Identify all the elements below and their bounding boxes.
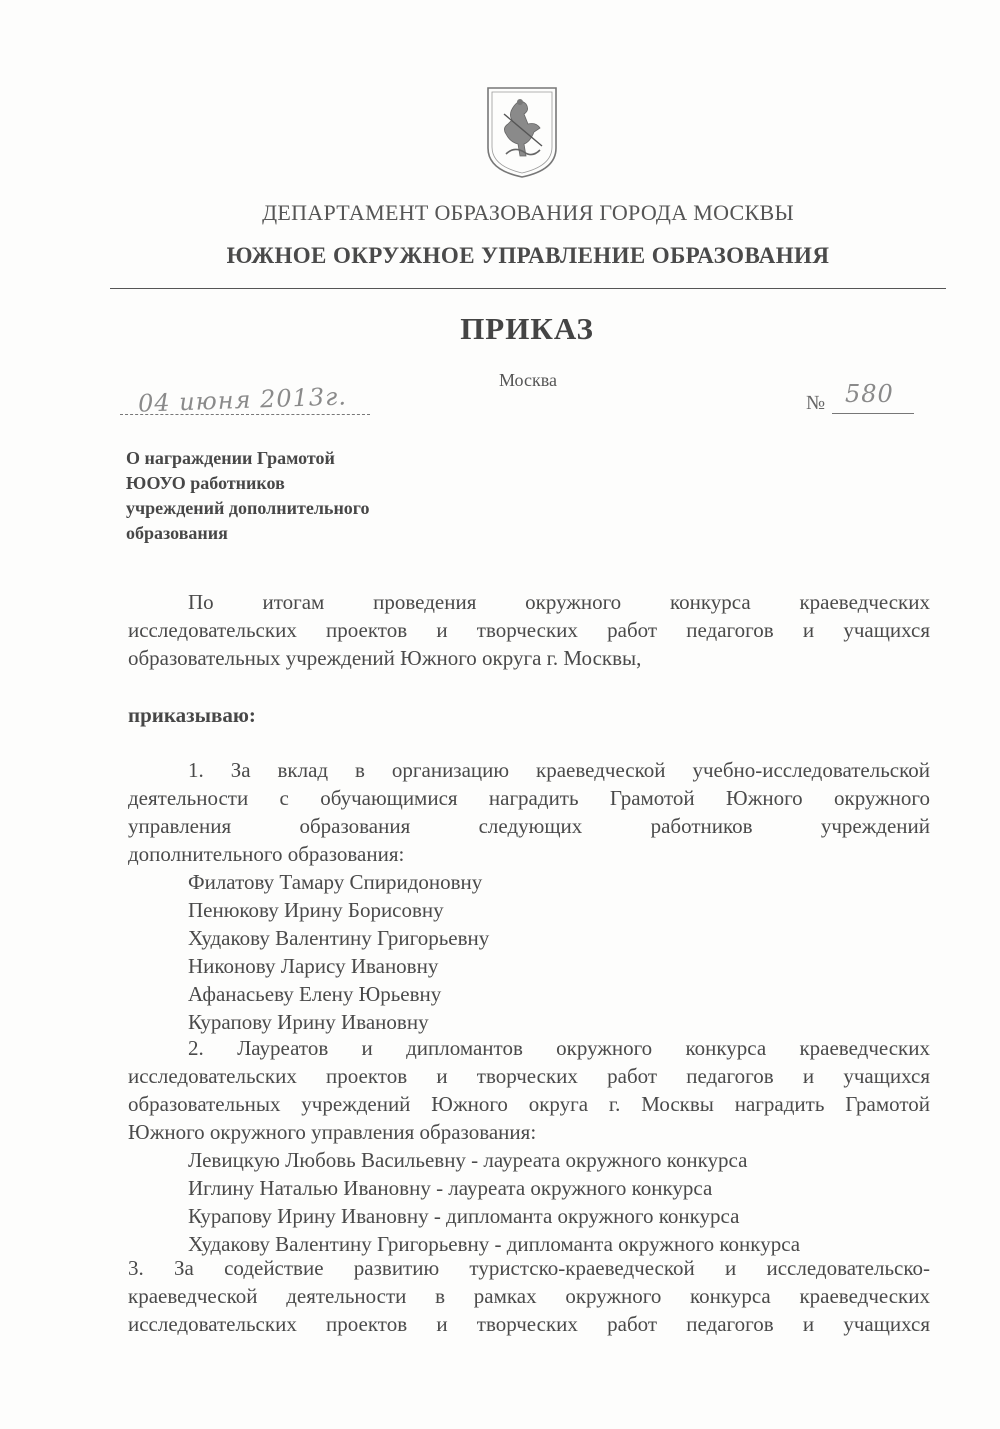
item-2-line: исследовательских проектов и творческих работ педагогов и учащихся [128,1064,930,1088]
awardee-name: Афанасьеву Елену Юрьевну [188,982,442,1006]
item-1-line: деятельности с обучающимися наградить Грамотой Южного окружного [128,786,930,810]
date-underline [120,414,370,415]
subject-line: ЮОУО работников [126,473,285,493]
awardee-name: Худакову Валентину Григорьевну [188,926,490,950]
item-3 [128,1254,930,1338]
item-3-line: краеведческой деятельности в рамках окружного конкурса краеведческих [128,1284,930,1308]
laureate-entry: Иглину Наталью Ивановну - лауреата окружного конкурса [188,1176,713,1200]
laureate-entry: Курапову Ирину Ивановну - дипломанта окружного конкурса [188,1204,740,1228]
moscow-coat-of-arms-icon [484,84,560,180]
subject-line: образования [126,523,228,543]
subject-line: учреждений дополнительного [126,498,370,518]
item-1-line: дополнительного образования: [128,842,405,866]
city-label: Москва [499,370,557,390]
office-heading: ЮЖНОЕ ОКРУЖНОЕ УПРАВЛЕНИЕ ОБРАЗОВАНИЯ [226,243,830,268]
handwritten-number: 580 [845,380,894,408]
subject-line: О награждении Грамотой [126,448,335,468]
laureate-entry: Худакову Валентину Григорьевну - дипломанта окружного конкурса [188,1232,801,1256]
number-label: № [806,392,826,414]
order-word: приказываю: [128,703,256,727]
preamble-paragraph [128,588,930,672]
preamble-line: образовательных учреждений Южного округа г. Москвы, [128,646,642,670]
number-underline [832,413,914,414]
item-2-line: 2. Лауреатов и дипломантов окружного конкурса краеведческих [188,1036,930,1060]
item-2-line: образовательных учреждений Южного округа г. Москвы наградить Грамотой [128,1092,930,1116]
awardee-name: Никонову Ларису Ивановну [188,954,439,978]
item-1-line: 1. За вклад в организацию краеведческой учебно-исследовательской [188,758,930,782]
laureate-entry: Левицкую Любовь Васильевну - лауреата окружного конкурса [188,1148,748,1172]
preamble-line: По итогам проведения окружного конкурса краеведческих [188,590,930,614]
handwritten-date: 04 июня 2013г. [137,382,348,418]
item-2 [128,1034,930,1258]
preamble-line: исследовательских проектов и творческих работ педагогов и учащихся [128,618,930,642]
awardee-name: Курапову Ирину Ивановну [188,1010,429,1034]
header-divider [110,288,946,289]
item-3-line: 3. За содействие развитию туристско-краеведческой и исследовательско- [128,1256,930,1280]
document-title: ПРИКАЗ [460,311,594,346]
awardee-name: Пенюкову Ирину Борисовну [188,898,444,922]
item-1-line: управления образования следующих работников учреждений [128,814,930,838]
order-subject [126,446,446,546]
department-heading: ДЕПАРТАМЕНТ ОБРАЗОВАНИЯ ГОРОДА МОСКВЫ [262,200,794,225]
item-3-line: исследовательских проектов и творческих работ педагогов и учащихся [128,1312,930,1336]
awardee-name: Филатову Тамару Спиридоновну [188,870,483,894]
item-1 [128,756,930,1036]
item-2-line: Южного окружного управления образования: [128,1120,537,1144]
